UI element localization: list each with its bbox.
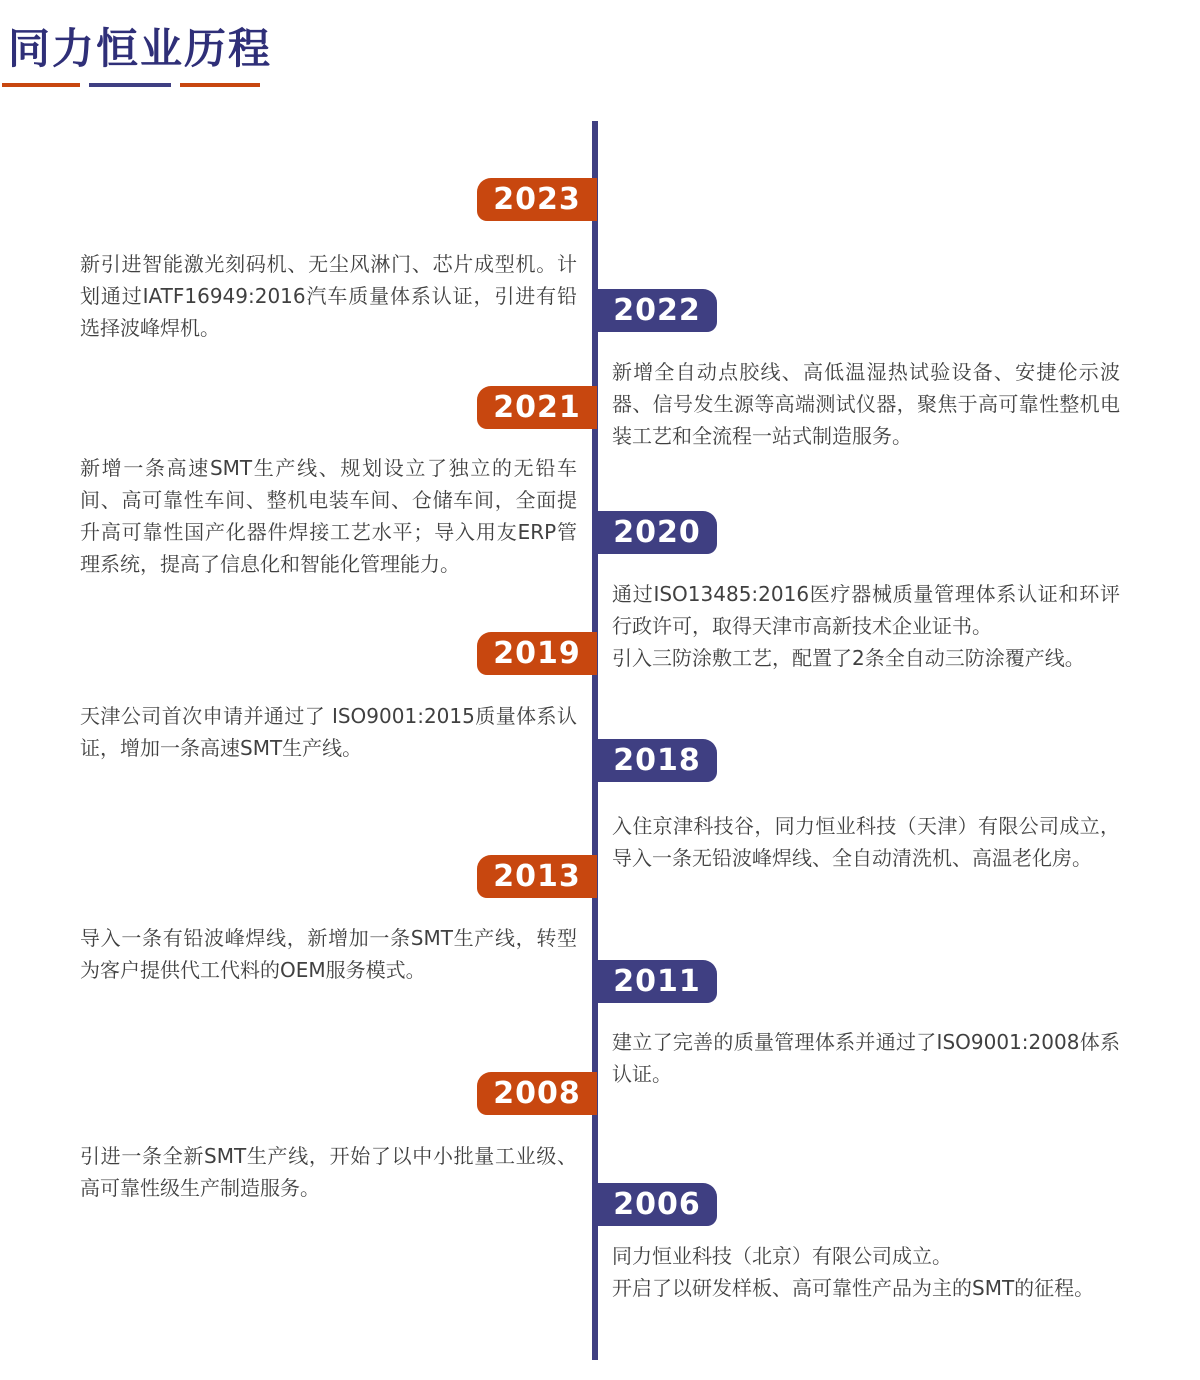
milestone-paragraph: 引进一条全新SMT生产线，开始了以中小批量工业级、高可靠性级生产制造服务。 xyxy=(80,1144,577,1200)
page-title: 同力恒业历程 xyxy=(8,24,273,73)
year-badge-2023: 2023 xyxy=(477,178,597,221)
milestone-paragraph: 同力恒业科技（北京）有限公司成立。 xyxy=(612,1244,952,1268)
milestone-paragraph: 通过ISO13485:2016医疗器械质量管理体系认证和环评行政许可，取得天津市高新技术企业证书。 xyxy=(612,582,1120,638)
milestone-text-2011 xyxy=(612,1026,1120,1090)
title-underline-orange-left xyxy=(2,83,80,87)
milestone-paragraph: 建立了完善的质量管理体系并通过了ISO9001:2008体系认证。 xyxy=(612,1030,1120,1086)
year-badge-2006: 2006 xyxy=(597,1183,717,1226)
milestone-paragraph: 入住京津科技谷，同力恒业科技（天津）有限公司成立，导入一条无铅波峰焊线、全自动清洗机、高温老化房。 xyxy=(612,814,1120,870)
milestone-paragraph: 开启了以研发样板、高可靠性产品为主的SMT的征程。 xyxy=(612,1276,1095,1300)
milestone-text-2008 xyxy=(80,1140,577,1204)
title-underline-orange-right xyxy=(180,83,260,87)
milestone-paragraph: 新引进智能激光刻码机、无尘风淋门、芯片成型机。计划通过IATF16949:2016汽车质量体系认证，引进有铅选择波峰焊机。 xyxy=(80,252,577,340)
milestone-paragraph: 新增一条高速SMT生产线、规划设立了独立的无铅车间、高可靠性车间、整机电装车间、仓储车间，全面提升高可靠性国产化器件焊接工艺水平；导入用友ERP管理系统，提高了信息化和智能化管理能力。 xyxy=(80,456,577,576)
milestone-paragraph: 新增全自动点胶线、高低温湿热试验设备、安捷伦示波器、信号发生源等高端测试仪器，聚焦于高可靠性整机电装工艺和全流程一站式制造服务。 xyxy=(612,360,1120,448)
milestone-paragraph: 引入三防涂敷工艺，配置了2条全自动三防涂覆产线。 xyxy=(612,646,1085,670)
year-badge-2011: 2011 xyxy=(597,960,717,1003)
year-badge-2019: 2019 xyxy=(477,632,597,675)
year-badge-2022: 2022 xyxy=(597,289,717,332)
year-badge-2008: 2008 xyxy=(477,1072,597,1115)
milestone-text-2022 xyxy=(612,356,1120,452)
milestone-text-2018 xyxy=(612,810,1120,874)
milestone-paragraph: 导入一条有铅波峰焊线，新增加一条SMT生产线，转型为客户提供代工代料的OEM服务模式。 xyxy=(80,926,577,982)
year-badge-2013: 2013 xyxy=(477,855,597,898)
milestone-text-2013 xyxy=(80,922,577,986)
milestone-text-2019 xyxy=(80,700,577,764)
milestone-text-2021 xyxy=(80,452,577,580)
year-badge-2021: 2021 xyxy=(477,386,597,429)
milestone-text-2020 xyxy=(612,578,1120,674)
year-badge-2018: 2018 xyxy=(597,739,717,782)
milestone-text-2006 xyxy=(612,1240,1120,1304)
year-badge-2020: 2020 xyxy=(597,511,717,554)
milestone-text-2023 xyxy=(80,248,577,344)
milestone-paragraph: 天津公司首次申请并通过了 ISO9001:2015质量体系认证，增加一条高速SMT生产线。 xyxy=(80,704,577,760)
title-underline-blue xyxy=(89,83,171,87)
